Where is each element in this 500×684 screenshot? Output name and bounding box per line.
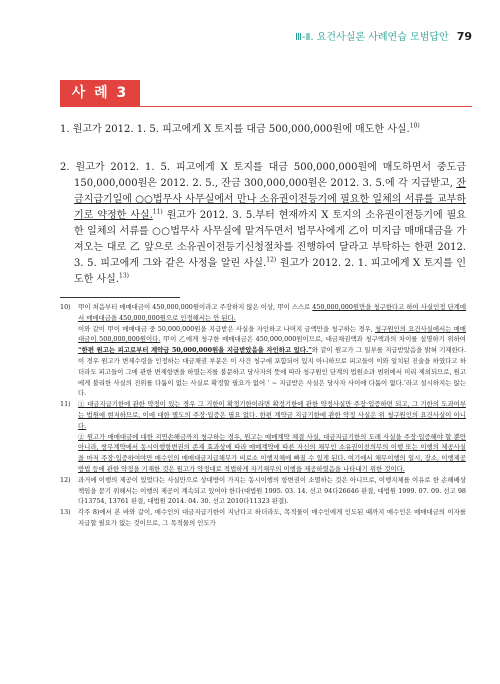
item-number: 2. [60, 162, 70, 173]
footnote-ref[interactable]: 10) [409, 122, 420, 130]
footnote-number: 11) [60, 400, 71, 409]
footnote-10 [60, 302, 466, 399]
footnote-number: 13) [60, 508, 71, 517]
footnote-text: 과거에 이행의 제공이 있었다는 사실만으로 상대방이 가지는 동시이행의 항변권이 소멸하는 것은 아니므로, 이행지체를 이유로 한 손해배상책임을 묻기 위해서는 이행의 제공이 계속되고 있어야 한다(대법원 1995. 03. 14. 선고 94다26646 판결, 대법원 1999. 07. 09. 선고 98다13754, 13761 판결, 대법원 2014. 04. 30. 선고 2010다11323 판결). [78, 475, 466, 506]
page-header [295, 28, 472, 43]
footnote-text-bold: “한편 원고는 피고로부터 계약금 50,000,000원을 지급받았음을 자인하고 있다.” [78, 346, 312, 355]
footnote-ref[interactable]: 11) [152, 208, 163, 216]
footnote-11 [60, 399, 466, 475]
case-label: 사 례 3 [60, 80, 140, 106]
header-title: Ⅲ-Ⅱ. 요건사실론 사례연습 모범답안 [294, 32, 449, 43]
footnote-12 [60, 475, 466, 507]
footnote-text: 甲이 처음부터 매매대금이 450,000,000원이라고 주장하지 않은 이상, 甲이 스스로 [78, 303, 313, 311]
item-text: 원고가 2012. 3. 5.부터 현재까지 X 토지의 소유권이전등기에 필요한 일체의 서류를 ○○법무사 사무실에 맡겨두면서 법무사에게 乙이 미지급 매매대금을 가져오는 대로 乙 앞으로 소유권이전등기신청절차를 진행하여 달라고 부탁하는 한편 2012. 3. 5. 피고에게 그와 같은 사정을 알린 사실. [74, 210, 466, 269]
footnote-text-underlined: ① 대금지급기한에 관한 약정이 있는 경우 그 기한이 확정기한이라면 확정기한에 관한 약정사실만 주장·입증하면 되고, 그 기한의 도과여부는 법원에 현저하므로, 이에 대한 별도의 주장·입증은 필요 없다. 한편 계약금 지급기한에 관한 약정 사실은 위 청구원인의 요건사실이 아니다. [78, 400, 466, 430]
answer-item-1 [60, 122, 466, 138]
footnote-text-underlined: ② 원고가 매매대금에 대한 지연손해금까지 청구하는 경우, 원고는 매매계약 체결 사실, 대금지급기한의 도래 사실을 주장·입증해야 할 뿐만 아니라, 쌍무계약에서 동시이행항변권의 존재 효과상에 따라 매매계약에 따른 자신의 채무인 소유권이전의무의 이행 또는 이행의 제공사실을 마저 주장·입증하여야만 매수인의 매매대금지급채무가 비로소 이행지체에 빠질 수 있게 된다. 여기에서 채무이행의 일시, 장소, 이행제공 방법 등에 관한 약정을 기재한 것은 원고가 약정대로 적법하게 자기채무의 이행을 제공하였음을 나타내기 위한 것이다. [78, 432, 466, 473]
page-number: 79 [456, 30, 472, 43]
case-divider [60, 106, 472, 107]
item-text: 원고가 2012. 1. 5. 피고에게 X 토지를 대금 500,000,000원에 매도한 사실. [72, 124, 410, 135]
footnote-ref[interactable]: 12) [266, 256, 277, 264]
answer-item-2 [60, 160, 466, 288]
item-text-underlined: 잔금지급기일에 ○○법무사 사무실에서 만나 소유권이전등기에 필요한 일체의 서류를 교부하기로 약정한 사실. [74, 178, 466, 221]
footnote-text: 와 같이 원고가 그 일부를 지급받았음을 밝혀 기재한다. 이 경우 원고가 변제수령을 인정하는 대금채권 부분은 이 사건 청구에 포함되어 있지 아니하므로 피고들이 이와 일치된 진술을 하였다고 하더라도 피고들이 그에 관한 변제항변을 하였는지를 불문하고 당사자의 뜻에 따라 청구원인 단계의 법원소과 범위에서 미리 제외되므로, 원고에게 불리한 사실의 진위를 다툼이 없는 사실로 확정할 필요가 없어 ‘ ~ 지급받은 사실은 당사자 사이에 다툼이 없다.’라고 설시하지는 않는다. [78, 346, 466, 398]
footnote-text: 甲이 乙에게 청구한 매매대금은 450,000,000원이므로, 대금채권액과 청구액과의 차이를 설명하기 위하여 [160, 335, 466, 344]
item-text: 원고가 2012. 1. 5. 피고에게 X 토지를 대금 500,000,000원에 매도하면서 중도금 150,000,000원은 2012. 2. 5., 잔금 300,000,000원은 2012. 3. 5.에 각 지급받고, [74, 162, 466, 189]
footnote-text: 각주 8)에서 본 바와 같이, 매수인의 대금지급기한이 지난다고 하더라도, 목적물이 매수인에게 인도된 때까지 매수인은 매매대금의 이자를 지급할 필요가 없는 것이므로, 그 목적물의 인도가 [78, 508, 466, 527]
footnote-ref[interactable]: 13) [119, 272, 129, 280]
footnote-13 [60, 507, 466, 529]
footnote-number: 12) [60, 475, 71, 484]
footnote-text-underlined: 450,000,000원만을 청구한다고 하여 사실인정 단계에서 매매대금을 450,000,000원으로 인정해서는 안 된다. [78, 303, 466, 322]
item-number: 1. [60, 124, 70, 135]
footnote-text: 이와 같이 甲이 매매대금 중 50,000,000원을 지급받은 사실을 자인하고 나머지 금액만을 청구하는 경우, [78, 324, 376, 333]
footnote-text-underlined: 청구원인의 요건사실에서는 매매대금이 500,000,000원이다. [78, 324, 466, 344]
footnote-separator [60, 297, 180, 298]
item-text: 원고가 2012. 2. 1. 피고에게 X 토지를 인도한 사실. [74, 258, 466, 285]
footnote-number: 10) [60, 303, 71, 311]
footnotes [60, 302, 466, 529]
